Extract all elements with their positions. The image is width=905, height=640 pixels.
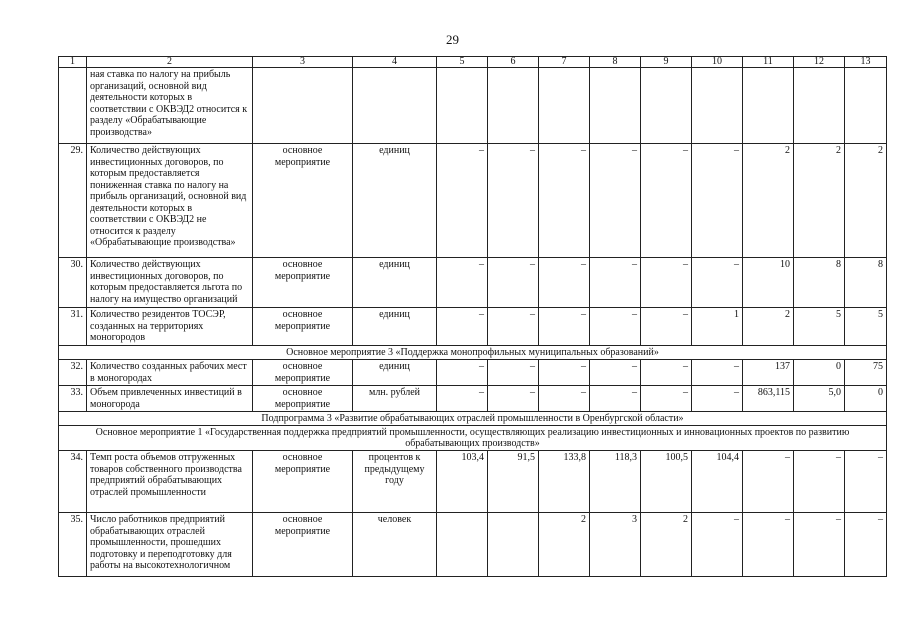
value-cell: – [845, 451, 887, 513]
value-cell: 1 [692, 308, 743, 346]
section-row [59, 346, 887, 360]
value-cell: 100,5 [641, 451, 692, 513]
value-cell: – [692, 513, 743, 577]
row-number: 35. [59, 513, 87, 577]
row-number: 30. [59, 258, 87, 308]
value-cell: – [488, 144, 539, 258]
unit [353, 68, 437, 144]
value-cell: – [692, 258, 743, 308]
section-title: Основное мероприятие 3 «Поддержка монопрофильных муниципальных образований» [59, 346, 887, 360]
value-cell: 5 [794, 308, 845, 346]
row-number: 29. [59, 144, 87, 258]
value-cell: – [641, 360, 692, 386]
value-cell: – [590, 258, 641, 308]
event-type: основное мероприятие [253, 513, 353, 577]
unit: единиц [353, 144, 437, 258]
column-number: 11 [743, 57, 794, 68]
value-cell: 2 [539, 513, 590, 577]
value-cell [743, 68, 794, 144]
unit: процентов к предыдущему году [353, 451, 437, 513]
value-cell: 103,4 [437, 451, 488, 513]
value-cell: 8 [845, 258, 887, 308]
unit: млн. рублей [353, 386, 437, 412]
table-row [59, 144, 887, 258]
table-header-row [59, 57, 887, 68]
value-cell: 104,4 [692, 451, 743, 513]
event-type: основное мероприятие [253, 144, 353, 258]
value-cell: – [488, 360, 539, 386]
event-type: основное мероприятие [253, 451, 353, 513]
value-cell: – [488, 386, 539, 412]
table-row [59, 68, 887, 144]
table-row [59, 360, 887, 386]
column-number: 3 [253, 57, 353, 68]
value-cell: – [590, 360, 641, 386]
value-cell: – [845, 513, 887, 577]
column-number: 2 [87, 57, 253, 68]
column-number: 7 [539, 57, 590, 68]
value-cell: – [539, 308, 590, 346]
value-cell: – [590, 386, 641, 412]
event-type: основное мероприятие [253, 386, 353, 412]
value-cell: 5 [845, 308, 887, 346]
row-number: 32. [59, 360, 87, 386]
value-cell: – [743, 513, 794, 577]
section-title: Подпрограмма 3 «Развитие обрабатывающих отраслей промышленности в Оренбургской области» [59, 412, 887, 426]
value-cell: 2 [845, 144, 887, 258]
unit: единиц [353, 308, 437, 346]
value-cell: 0 [794, 360, 845, 386]
column-number: 4 [353, 57, 437, 68]
table-row [59, 308, 887, 346]
value-cell: – [692, 144, 743, 258]
section-title: Основное мероприятие 1 «Государственная поддержка предприятий промышленности, осуществляющих реализацию инвестиционных и инновационных проектов по развитию обрабатывающих производств» [59, 426, 887, 451]
column-number: 9 [641, 57, 692, 68]
value-cell: – [794, 451, 845, 513]
indicator-name: Количество резидентов ТОСЭР, созданных на территориях моногородов [87, 308, 253, 346]
value-cell: – [437, 386, 488, 412]
value-cell: 75 [845, 360, 887, 386]
indicator-name: Количество действующих инвестиционных договоров, по которым предоставляется пониженная ставка по налогу на прибыль организаций, основной вид деятельности которых в соответствии с ОКВЭД2 не относится к разделу «Обрабатывающие производства» [87, 144, 253, 258]
value-cell: – [590, 144, 641, 258]
column-number: 12 [794, 57, 845, 68]
value-cell [488, 68, 539, 144]
row-number: 33. [59, 386, 87, 412]
value-cell: – [437, 360, 488, 386]
table-row [59, 451, 887, 513]
value-cell: – [539, 360, 590, 386]
value-cell: 3 [590, 513, 641, 577]
value-cell: – [437, 308, 488, 346]
value-cell: – [539, 386, 590, 412]
value-cell: 2 [743, 144, 794, 258]
value-cell: – [641, 258, 692, 308]
page-number: 29 [446, 32, 459, 47]
value-cell: – [794, 513, 845, 577]
value-cell: – [590, 308, 641, 346]
event-type: основное мероприятие [253, 258, 353, 308]
row-number: 31. [59, 308, 87, 346]
unit: человек [353, 513, 437, 577]
value-cell: 137 [743, 360, 794, 386]
unit: единиц [353, 258, 437, 308]
column-number: 6 [488, 57, 539, 68]
value-cell: – [488, 258, 539, 308]
section-row [59, 426, 887, 451]
value-cell [641, 68, 692, 144]
value-cell [794, 68, 845, 144]
value-cell: – [488, 308, 539, 346]
unit: единиц [353, 360, 437, 386]
value-cell: – [692, 386, 743, 412]
indicator-name: ная ставка по налогу на прибыль организаций, основной вид деятельности которых в соответствии с ОКВЭД2 относится к разделу «Обрабатывающие производства» [87, 68, 253, 144]
section-row [59, 412, 887, 426]
value-cell: 863,115 [743, 386, 794, 412]
column-number: 8 [590, 57, 641, 68]
value-cell [539, 68, 590, 144]
value-cell: – [539, 258, 590, 308]
indicators-table [58, 56, 887, 577]
value-cell [590, 68, 641, 144]
column-number: 1 [59, 57, 87, 68]
column-number: 10 [692, 57, 743, 68]
indicator-name: Количество действующих инвестиционных договоров, по которым предоставляется льгота по налогу на имущество организаций [87, 258, 253, 308]
value-cell: 2 [743, 308, 794, 346]
value-cell: – [641, 308, 692, 346]
value-cell: 5,0 [794, 386, 845, 412]
value-cell [437, 513, 488, 577]
event-type: основное мероприятие [253, 360, 353, 386]
row-number: 34. [59, 451, 87, 513]
indicator-name: Количество созданных рабочих мест в моногородах [87, 360, 253, 386]
value-cell: – [437, 144, 488, 258]
value-cell: 91,5 [488, 451, 539, 513]
value-cell [845, 68, 887, 144]
value-cell: 2 [794, 144, 845, 258]
column-number: 13 [845, 57, 887, 68]
value-cell: 0 [845, 386, 887, 412]
value-cell [488, 513, 539, 577]
value-cell [692, 68, 743, 144]
value-cell: 133,8 [539, 451, 590, 513]
table-row [59, 513, 887, 577]
table-row [59, 386, 887, 412]
value-cell: – [692, 360, 743, 386]
value-cell: – [437, 258, 488, 308]
column-number: 5 [437, 57, 488, 68]
value-cell: – [641, 386, 692, 412]
indicator-name: Число работников предприятий обрабатывающих отраслей промышленности, прошедших подготовку и переподготовку для работы на высокотехнологичном [87, 513, 253, 577]
indicator-name: Темп роста объемов отгруженных товаров собственного производства предприятий обрабатывающих отраслей промышленности [87, 451, 253, 513]
event-type [253, 68, 353, 144]
indicator-name: Объем привлеченных инвестиций в моногорода [87, 386, 253, 412]
value-cell [437, 68, 488, 144]
value-cell: 10 [743, 258, 794, 308]
value-cell: 2 [641, 513, 692, 577]
value-cell: 8 [794, 258, 845, 308]
value-cell: – [539, 144, 590, 258]
event-type: основное мероприятие [253, 308, 353, 346]
table-row [59, 258, 887, 308]
value-cell: 118,3 [590, 451, 641, 513]
value-cell: – [641, 144, 692, 258]
row-number [59, 68, 87, 144]
value-cell: – [743, 451, 794, 513]
